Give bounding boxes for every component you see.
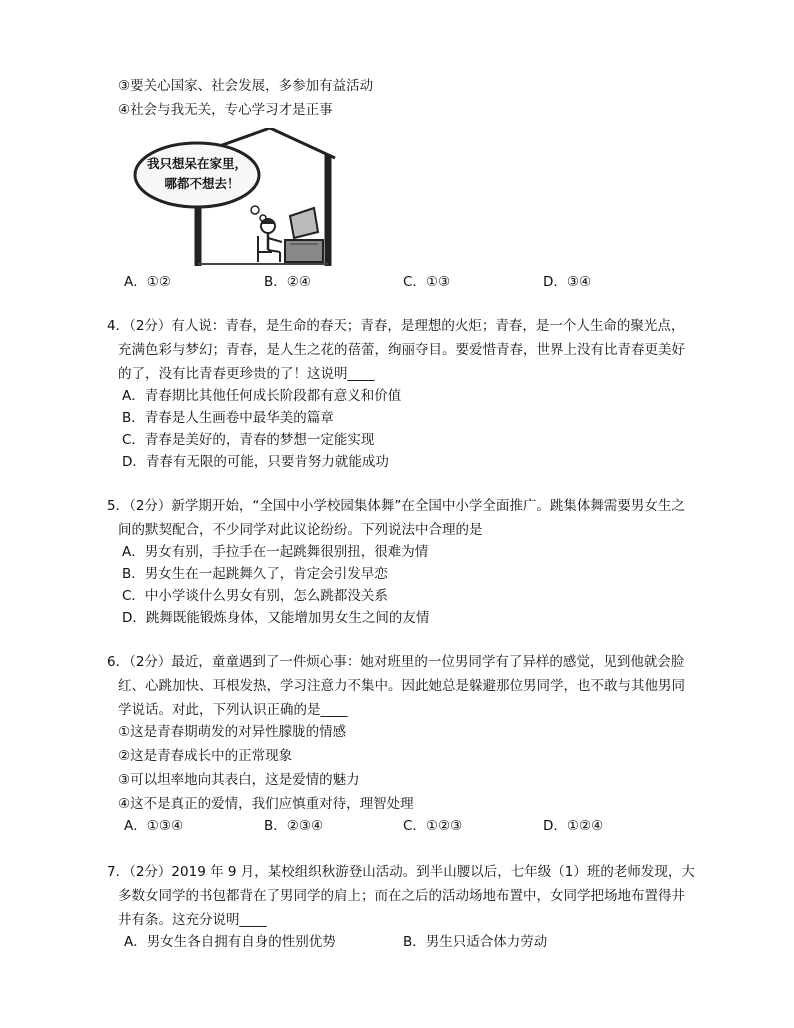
q7-stem-line-1: 7．（2分）2019 年 9 月，某校组织秋游登山活动。到半山腰以后，七年级（1）班的老师发现，大 [107, 864, 695, 880]
q3-item-3: ③要关心国家、社会发展，多参加有益活动 [118, 78, 374, 94]
q3-cartoon-illustration [130, 128, 380, 268]
q5-option-c: C．中小学谈什么男女有别，怎么跳都没关系 [122, 588, 388, 604]
q7-stem-line-3: 井有条。这充分说明____ [118, 912, 267, 928]
q3-option-c: C．①③ [403, 274, 451, 290]
q4-stem-line-3: 的了，没有比青春更珍贵的了！这说明____ [118, 366, 375, 382]
q6-option-c: C．①②③ [403, 818, 463, 834]
q5-stem-line-2: 间的默契配合，不少同学对此议论纷纷。下列说法中合理的是 [118, 522, 483, 538]
bubble-line-2: 哪都不想去！ [164, 176, 240, 191]
q5-option-b: B．男女生在一起跳舞久了，肯定会引发早恋 [122, 566, 388, 582]
q4-option-d: D．青春有无限的可能，只要肯努力就能成功 [122, 454, 389, 470]
q4-option-b: B．青春是人生画卷中最华美的篇章 [122, 410, 334, 426]
bubble-line-1: 我只想呆在家里， [146, 156, 248, 171]
q6-option-b: B．②③④ [264, 818, 324, 834]
q5-option-d: D．跳舞既能锻炼身体，又能增加男女生之间的友情 [122, 610, 430, 626]
q4-option-c: C．青春是美好的，青春的梦想一定能实现 [122, 432, 375, 448]
q6-item-3: ③可以坦率地向其表白，这是爱情的魅力 [118, 772, 360, 788]
q6-option-a: A．①③④ [124, 818, 184, 834]
q6-stem-line-2: 红、心跳加快、耳根发热，学习注意力不集中。因此她总是躲避那位男同学，也不敢与其他男同 [118, 678, 685, 694]
q6-stem-line-1: 6．（2分）最近，童童遇到了一件烦心事：她对班里的一位男同学有了异样的感觉，见到他就会脸 [107, 654, 685, 670]
q3-option-b: B．②④ [264, 274, 311, 290]
q3-option-d: D．③④ [543, 274, 592, 290]
q7-option-b: B．男生只适合体力劳动 [403, 934, 548, 950]
q6-option-d: D．①②④ [543, 818, 604, 834]
q7-stem-line-2: 多数女同学的书包都背在了男同学的肩上；而在之后的活动场地布置中，女同学把场地布置得井 [118, 888, 685, 904]
q4-stem-line-2: 充满色彩与梦幻；青春，是人生之花的蓓蕾，绚丽夺目。要爱惜青春，世界上没有比青春更美好 [118, 342, 685, 358]
q5-option-a: A．男女有别，手拉手在一起跳舞很别扭，很难为情 [122, 544, 429, 560]
q3-item-4: ④社会与我无关，专心学习才是正事 [118, 102, 333, 118]
q6-item-4: ④这不是真正的爱情，我们应慎重对待，理智处理 [118, 796, 414, 812]
q6-stem-line-3: 学说话。对此，下列认识正确的是____ [118, 702, 348, 718]
q4-stem-line-1: 4．（2分）有人说：青春，是生命的春天；青春，是理想的火炬；青春，是一个人生命的聚光点， [107, 318, 685, 334]
q7-option-a: A．男女生各自拥有自身的性别优势 [124, 934, 336, 950]
q3-option-a: A．①② [124, 274, 171, 290]
cartoon-house-svg [130, 128, 380, 268]
q4-option-a: A．青春期比其他任何成长阶段都有意义和价值 [122, 388, 402, 404]
q6-item-1: ①这是青春期萌发的对异性朦胧的情感 [118, 724, 347, 740]
q6-item-2: ②这是青春成长中的正常现象 [118, 748, 293, 764]
q5-stem-line-1: 5．（2分）新学期开始，“全国中小学校园集体舞”在全国中小学全面推广。跳集体舞需要男女生之 [107, 498, 685, 514]
